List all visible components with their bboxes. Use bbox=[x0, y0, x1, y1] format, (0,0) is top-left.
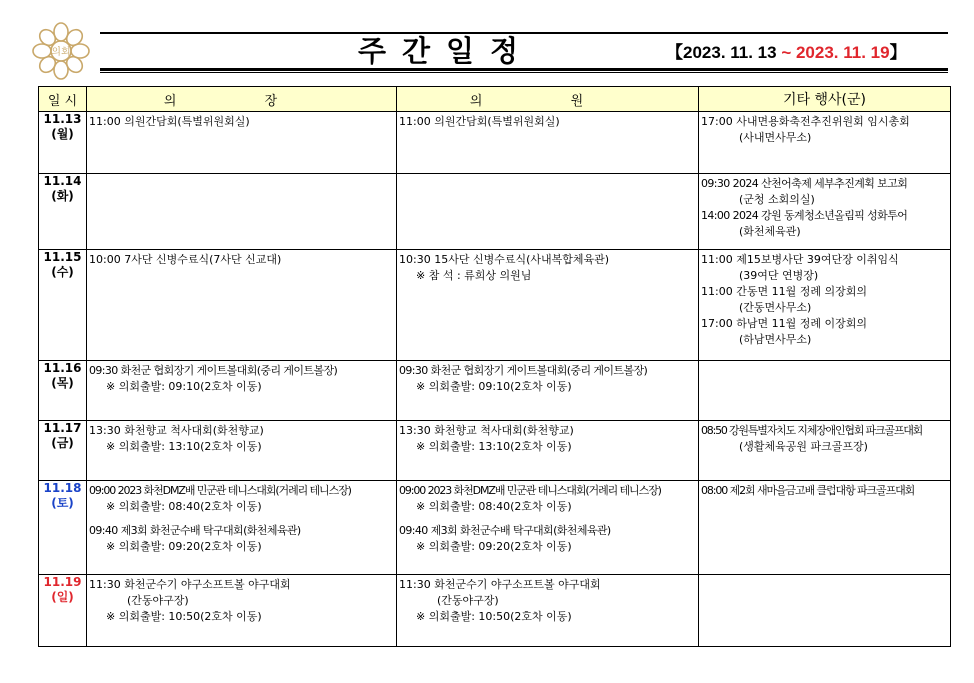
day-cell bbox=[39, 361, 87, 421]
member-cell bbox=[397, 250, 699, 361]
other-event: 17:00 하남면 11월 정례 이장회의 bbox=[701, 317, 867, 330]
other-cell bbox=[699, 575, 951, 647]
column-header-chair: 의 장 bbox=[87, 87, 397, 112]
weekly-schedule-table bbox=[38, 86, 951, 647]
other-event-place: (생활체육공원 파크골프장) bbox=[739, 440, 868, 453]
other-event-place: (간동면사무소) bbox=[739, 301, 812, 314]
day-weekday: (금) bbox=[51, 436, 74, 450]
chair-event-place: (간동야구장) bbox=[127, 594, 189, 607]
header-rule-bottom bbox=[100, 68, 948, 71]
header-rule-bottom-thin bbox=[100, 72, 948, 73]
member-event: 11:00 의원간담회(특별위원회실) bbox=[399, 115, 560, 128]
table-row bbox=[39, 421, 951, 481]
member-event-note: ※ 의회출발: 09:10(2호차 이동) bbox=[416, 380, 572, 393]
other-event: 14:00 2024 강원 동계청소년올림픽 성화투어 bbox=[701, 209, 908, 222]
other-cell bbox=[699, 421, 951, 481]
member-event: 10:30 15사단 신병수료식(사내복합체육관) bbox=[399, 253, 610, 266]
day-cell bbox=[39, 174, 87, 250]
day-cell bbox=[39, 481, 87, 575]
chair-event: 09:00 2023 화천DMZ배 민군관 테니스대회(거례리 테니스장) bbox=[89, 484, 351, 497]
day-weekday: (목) bbox=[51, 376, 74, 390]
chair-event: 09:30 화천군 협회장기 게이트볼대회(중리 게이트볼장) bbox=[89, 364, 338, 377]
member-event: 09:40 제3회 화천군수배 탁구대회(화천체육관) bbox=[399, 524, 611, 537]
council-seal-icon bbox=[30, 20, 92, 82]
chair-event: 09:40 제3회 화천군수배 탁구대회(화천체육관) bbox=[89, 524, 301, 537]
chair-event-note: ※ 의회출발: 13:10(2호차 이동) bbox=[106, 440, 262, 453]
member-event-note: ※ 의회출발: 10:50(2호차 이동) bbox=[416, 610, 572, 623]
member-event-note: ※ 의회출발: 13:10(2호차 이동) bbox=[416, 440, 572, 453]
day-cell bbox=[39, 250, 87, 361]
other-event-place: (39여단 연병장) bbox=[739, 269, 819, 282]
day-date: 11.16 bbox=[43, 361, 82, 375]
other-event-place: (하남면사무소) bbox=[739, 333, 812, 346]
other-event-place: (군청 소회의실) bbox=[739, 193, 815, 206]
member-cell bbox=[397, 361, 699, 421]
schedule-period bbox=[666, 40, 907, 66]
member-event: 11:30 화천군수기 야구소프트볼 야구대회 bbox=[399, 578, 601, 591]
day-weekday: (토) bbox=[51, 496, 74, 510]
member-event-note: ※ 의회출발: 08:40(2호차 이동) bbox=[416, 500, 572, 513]
chair-event-note: ※ 의회출발: 08:40(2호차 이동) bbox=[106, 500, 262, 513]
chair-cell bbox=[87, 575, 397, 647]
member-cell bbox=[397, 575, 699, 647]
table-row bbox=[39, 250, 951, 361]
page-title: 주간일정 bbox=[358, 34, 535, 68]
day-date: 11.14 bbox=[43, 174, 82, 188]
other-cell bbox=[699, 361, 951, 421]
member-event-note: ※ 의회출발: 09:20(2호차 이동) bbox=[416, 540, 572, 553]
chair-event-note: ※ 의회출발: 10:50(2호차 이동) bbox=[106, 610, 262, 623]
member-cell bbox=[397, 112, 699, 174]
period-start: 2023. 11. 13 bbox=[683, 43, 777, 62]
day-date: 11.17 bbox=[43, 421, 82, 435]
table-header-row bbox=[39, 87, 951, 112]
member-event: 09:30 화천군 협회장기 게이트볼대회(중리 게이트볼장) bbox=[399, 364, 648, 377]
table-row bbox=[39, 361, 951, 421]
other-event: 08:00 제2회 새마을금고배 클럽대항 파크골프대회 bbox=[701, 484, 915, 497]
member-cell bbox=[397, 421, 699, 481]
day-date: 11.19 bbox=[43, 575, 82, 589]
other-event: 11:00 제15보병사단 39여단장 이취임식 bbox=[701, 253, 899, 266]
member-event-place: (간동야구장) bbox=[437, 594, 499, 607]
other-event: 11:00 간동면 11월 정례 의장회의 bbox=[701, 285, 867, 298]
chair-cell bbox=[87, 174, 397, 250]
period-close-bracket: 】 bbox=[889, 43, 907, 62]
day-cell bbox=[39, 112, 87, 174]
other-event-place: (사내면사무소) bbox=[739, 131, 812, 144]
period-end: 2023. 11. 19 bbox=[795, 43, 890, 62]
member-event: 09:00 2023 화천DMZ배 민군관 테니스대회(거례리 테니스장) bbox=[399, 484, 661, 497]
chair-cell bbox=[87, 361, 397, 421]
other-cell bbox=[699, 481, 951, 575]
chair-cell bbox=[87, 481, 397, 575]
chair-event: 10:00 7사단 신병수료식(7사단 신교대) bbox=[89, 253, 282, 266]
chair-cell bbox=[87, 112, 397, 174]
chair-event: 11:00 의원간담회(특별위원회실) bbox=[89, 115, 250, 128]
member-event-note: ※ 참 석 : 류희상 의원님 bbox=[416, 269, 532, 282]
member-event: 13:30 화천향교 척사대회(화천향교) bbox=[399, 424, 574, 437]
day-weekday: (월) bbox=[51, 127, 74, 141]
day-date: 11.13 bbox=[43, 112, 82, 126]
table-row bbox=[39, 481, 951, 575]
chair-event-note: ※ 의회출발: 09:10(2호차 이동) bbox=[106, 380, 262, 393]
chair-cell bbox=[87, 421, 397, 481]
day-weekday: (화) bbox=[51, 189, 74, 203]
column-header-member: 의 원 bbox=[397, 87, 699, 112]
chair-event: 11:30 화천군수기 야구소프트볼 야구대회 bbox=[89, 578, 291, 591]
day-date: 11.18 bbox=[43, 481, 82, 495]
other-event: 09:30 2024 산천어축제 세부추진계획 보고회 bbox=[701, 177, 908, 190]
member-cell bbox=[397, 481, 699, 575]
day-weekday: (일) bbox=[51, 590, 74, 604]
other-event-place: (화천체육관) bbox=[739, 225, 801, 238]
day-cell bbox=[39, 421, 87, 481]
table-row bbox=[39, 575, 951, 647]
column-header-day: 일 시 bbox=[39, 87, 87, 112]
period-open-bracket: 【 bbox=[666, 43, 683, 62]
seal-text: 의회 bbox=[51, 47, 71, 58]
other-event: 17:00 사내면용화축전추진위원회 임시총회 bbox=[701, 115, 910, 128]
period-separator: ~ bbox=[776, 43, 796, 62]
other-cell bbox=[699, 174, 951, 250]
member-cell bbox=[397, 174, 699, 250]
other-cell bbox=[699, 112, 951, 174]
table-row bbox=[39, 112, 951, 174]
day-cell bbox=[39, 575, 87, 647]
column-header-other: 기타 행사(군) bbox=[699, 87, 951, 112]
other-cell bbox=[699, 250, 951, 361]
day-weekday: (수) bbox=[51, 265, 74, 279]
chair-cell bbox=[87, 250, 397, 361]
day-date: 11.15 bbox=[43, 250, 82, 264]
chair-event: 13:30 화천향교 척사대회(화천향교) bbox=[89, 424, 264, 437]
chair-event-note: ※ 의회출발: 09:20(2호차 이동) bbox=[106, 540, 262, 553]
table-row bbox=[39, 174, 951, 250]
other-event: 08:50 강원특별자치도 지체장애인협회 파크골프대회 bbox=[701, 424, 923, 437]
